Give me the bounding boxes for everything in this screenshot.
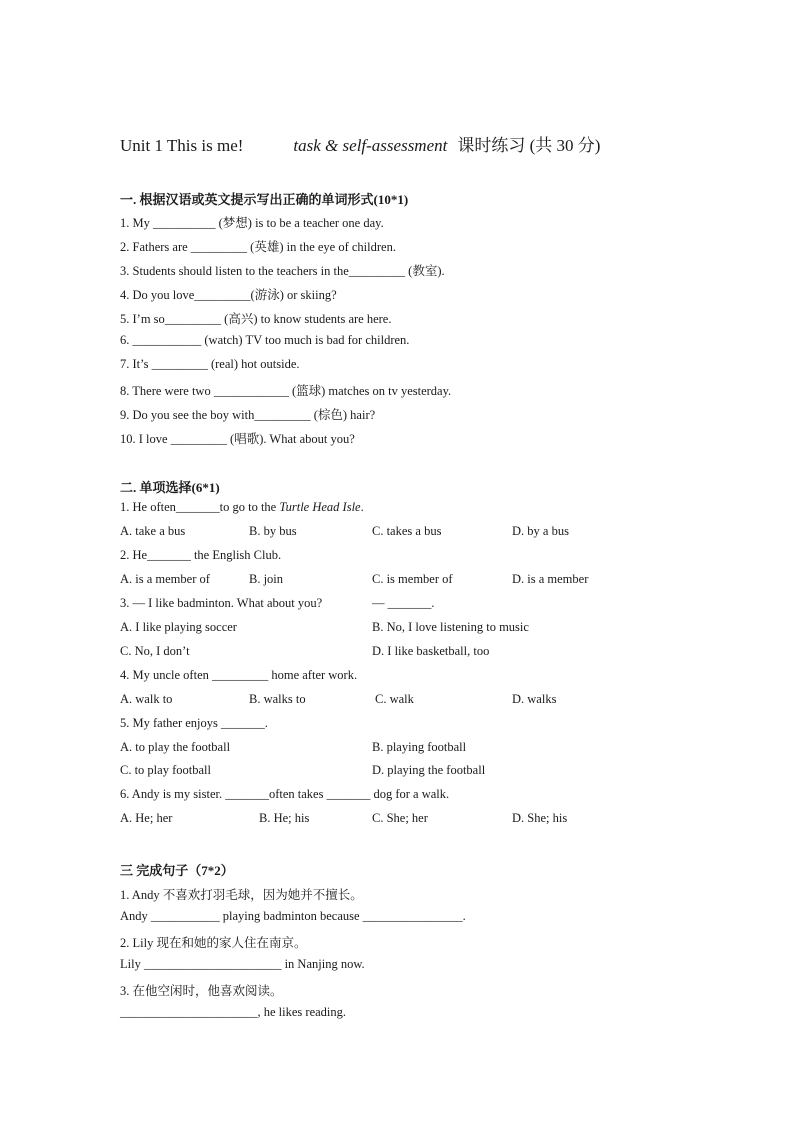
q2-option-d: D. is a member: [512, 572, 589, 586]
q4-stem: 4. My uncle often _________ home after work.: [120, 668, 358, 682]
s1-item-9: 9. Do you see the boy with_________ (棕色) hair?: [120, 408, 376, 422]
q2-option-a: A. is a member of: [120, 572, 210, 586]
q4-option-d: D. walks: [512, 692, 557, 706]
q6-option-a: A. He; her: [120, 811, 173, 825]
section1-heading: 一. 根据汉语或英文提示写出正确的单词形式(10*1): [120, 192, 409, 207]
q1-option-c: C. takes a bus: [372, 524, 442, 538]
q5-stem: 5. My father enjoys _______.: [120, 716, 268, 730]
s1-item-1: 1. My __________ (梦想) is to be a teacher one day.: [120, 216, 384, 230]
q6-option-b: B. He; his: [259, 811, 310, 825]
q3-reply: — _______.: [372, 596, 435, 610]
s3-item-6: ______________________, he likes reading.: [120, 1005, 347, 1019]
q3-stem: 3. — I like badminton. What about you?: [120, 596, 323, 610]
title-suffix: 课时练习 (共 30 分): [457, 136, 601, 155]
s1-item-8: 8. There were two ____________ (篮球) matches on tv yesterday.: [120, 384, 452, 398]
q4-option-c: C. walk: [375, 692, 414, 706]
q5-option-d: D. playing the football: [372, 763, 486, 777]
q6-option-c: C. She; her: [372, 811, 428, 825]
q1-stem-em: Turtle Head Isle: [279, 500, 361, 514]
s3-item-5: 3. 在他空闲时，他喜欢阅读。: [120, 984, 283, 998]
q4-option-a: A. walk to: [120, 692, 173, 706]
q5-option-a: A. to play the football: [120, 740, 231, 754]
s1-item-5: 5. I’m so_________ (高兴) to know students are here.: [120, 312, 392, 326]
q1-option-b: B. by bus: [249, 524, 297, 538]
q5-option-c: C. to play football: [120, 763, 211, 777]
s1-item-2: 2. Fathers are _________ (英雄) in the eye of children.: [120, 240, 396, 254]
q3-option-d: D. I like basketball, too: [372, 644, 490, 658]
q1-stem-post: .: [360, 500, 364, 514]
s1-item-7: 7. It’s _________ (real) hot outside.: [120, 357, 300, 371]
s3-item-2: Andy ___________ playing badminton because ________________.: [120, 909, 466, 923]
s1-item-10: 10. I love _________ (唱歌). What about you?: [120, 432, 355, 446]
q6-stem: 6. Andy is my sister. _______often takes _______ dog for a walk.: [120, 787, 450, 801]
s1-item-6: 6. ___________ (watch) TV too much is bad for children.: [120, 333, 410, 347]
s1-item-3: 3. Students should listen to the teachers in the_________ (教室).: [120, 264, 445, 278]
q2-stem: 2. He_______ the English Club.: [120, 548, 282, 562]
title-unit: Unit 1 This is me!: [120, 136, 244, 155]
s3-item-3: 2. Lily 现在和她的家人住在南京。: [120, 936, 307, 950]
s1-item-4: 4. Do you love_________(游泳) or skiing?: [120, 288, 337, 302]
q4-option-b: B. walks to: [249, 692, 306, 706]
title-topic: task & self-assessment: [293, 136, 448, 155]
section2-heading: 二. 单项选择(6*1): [120, 480, 220, 495]
q5-option-b: B. playing football: [372, 740, 467, 754]
q1-option-d: D. by a bus: [512, 524, 569, 538]
q1-stem-pre: 1. He often_______to go to the: [120, 500, 280, 514]
page-title: [120, 131, 600, 156]
section3-heading: 三 完成句子（7*2）: [120, 863, 234, 878]
s3-item-4: Lily ______________________ in Nanjing now.: [120, 957, 365, 971]
q3-option-c: C. No, I don’t: [120, 644, 190, 658]
q6-option-d: D. She; his: [512, 811, 568, 825]
q2-option-b: B. join: [249, 572, 284, 586]
s3-item-1: 1. Andy 不喜欢打羽毛球，因为她并不擅长。: [120, 888, 363, 902]
q3-option-a: A. I like playing soccer: [120, 620, 237, 634]
q3-option-b: B. No, I love listening to music: [372, 620, 529, 634]
q2-option-c: C. is member of: [372, 572, 453, 586]
q1-stem: [120, 500, 364, 515]
q1-option-a: A. take a bus: [120, 524, 186, 538]
